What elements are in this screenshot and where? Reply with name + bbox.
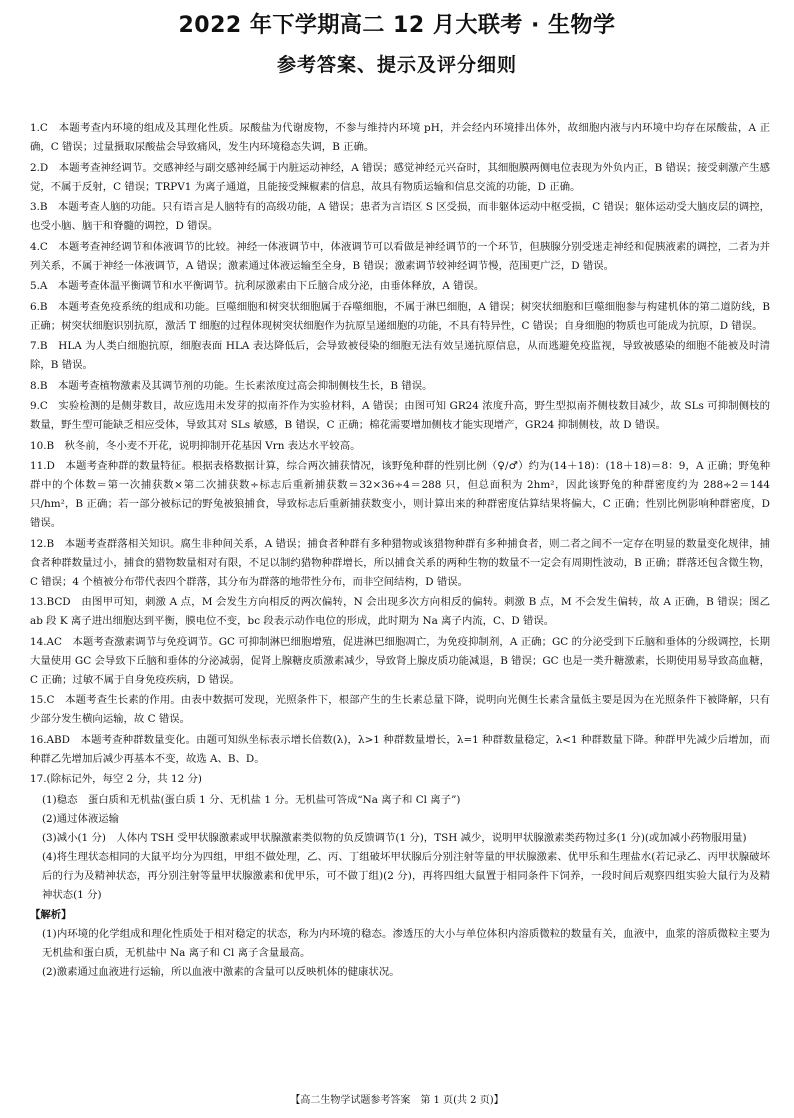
page-subtitle: 参考答案、提示及评分细则 — [276, 54, 517, 76]
answer-10: 10.B 秋冬前，冬小麦不开花，说明抑制开花基因 Vrn 表达水平较高。 — [30, 439, 361, 452]
answer-5: 5.A 本题考查体温平衡调节和水平衡调节。抗利尿激素由下丘脑合成分泌，由垂体释放，A 错误。 — [30, 280, 485, 292]
answer-8: 8.B 本题考查植物激素及其调节剂的功能。生长素浓度过高会抑制侧枝生长，B 错误。 — [30, 379, 433, 392]
answer-14: 14.AC 本题考查激素调节与免疫调节。GC 可抑制淋巴细胞增殖，促进淋巴细胞凋亡，为免疫抑制剂，A 正确；GC 的分泌受到下丘脑和垂体的分级调控，长期大量使用 GC 会导致下丘脑和垂体的分泌减弱，促肾上腺糖皮质激素减少，导致肾上腺皮质功能减退，B 错误；GC 也是一类升糖激素，长期使用易导致高血糖，C 正确；过敏不属于自身免疫疾病，D 错误。 — [30, 635, 770, 686]
answer-1: 1.C 本题考查内环境的组成及其理化性质。尿酸盐为代谢废物，不参与维持内环境 pH，并会经内环境排出体外，故细胞内液与内环境中均存在尿酸盐，A 正确，C 错误；过量摄取尿酸盐会导致痛风，发生内环境稳态失调，B 正确。 — [30, 122, 770, 153]
answer-12: 12.B 本题考查群落相关知识。腐生非种间关系，A 错误；捕食者种群有多种猎物或该猎物种群有多种捕食者，则二者之间不一定存在明显的数量变化规律，捕食者种群数量过小，捕食的猎物数量相对有限，不足以制约猎物种群增长，所以捕食关系的两种生物的数量不一定会有周期性波动，B 正确；群落还包含微生物，C 错误；4 个植被分布带代表四个群落，其分布为群落的地带性分布，而非空间结构，D 错误。 — [30, 537, 770, 588]
answer-6: 6.B 本题考查免疫系统的组成和功能。巨噬细胞和树突状细胞属于吞噬细胞，不属于淋巴细胞，A 错误；树突状细胞和巨噬细胞参与构建机体的第二道防线，B 正确；树突状细胞识别抗原，激活 T 细胞的过程体现树突状细胞作为抗原呈递细胞的功能，不具有特异性，C 错误；自身细胞的物质也可能成为抗原，D 错误。 — [30, 300, 770, 332]
answer-11: 11.D 本题考查种群的数量特征。根据表格数据计算，综合两次捕获情况，该野兔种群的性别比例（♀/♂）约为(14＋18)：(18＋18)＝8：9，A 正确；野兔种群中的个体数＝第一次捕获数×第二次捕获数÷标志后重新捕获数＝32×36÷4＝288 只，但总面积为 2hm²，因此该野兔的种群密度约为 288÷2＝144 只/hm²，B 正确；若一部分被标记的野兔被狼捕食，导致标志后重新捕获数变小，则计算出来的种群密度估算结果将偏大，C 正确；性别比例影响种群密度，D 错误。 — [30, 460, 770, 529]
answer-13: 13.BCD 由图甲可知，刺激 A 点，M 会发生方向相反的两次偏转，N 会出现多次方向相反的偏转。刺激 B 点，M 不会发生偏转，故 A 正确，B 错误；图乙 ab 段 K 离子进出细胞达到平衡，膜电位不变，bc 段表示动作电位的形成，此时期为 Na 离子内流，C、D 错误。 — [30, 596, 770, 627]
answer-15: 15.C 本题考查生长素的作用。由表中数据可发现，光照条件下，根部产生的生长素总量下降，说明向光侧生长素含量低主要是因为在光照条件下被降解，只有少部分发生横向运输，故 C 错误。 — [30, 694, 770, 725]
answer-content — [30, 119, 770, 982]
answer-17-part-2: (2)通过体液运输 — [42, 812, 120, 825]
answer-3: 3.B 本题考查人脑的功能。只有语言是人脑特有的高级功能，A 错误；患者为言语区 S 区受损，而非躯体运动中枢受损，C 错误；躯体运动受大脑皮层的调控，也受小脑、脑干和脊髓的调控，D 错误。 — [30, 201, 770, 232]
answer-17-part-4: (4)将生理状态相同的大鼠平均分为四组，甲组不做处理，乙、丙、丁组破坏甲状腺后分别注射等量的甲状腺激素、优甲乐和生理盐水(若记录乙、丙甲状腺破坏后的行为及精神状态，再分别注射等量甲状腺激素和优甲乐，可不做丁组)(2 分)，再将四组大鼠置于相同条件下饲养，一段时间后观察四组实验大鼠行为及精神状态(1 分) — [42, 850, 770, 901]
analysis-label: 【解析】 — [30, 908, 72, 921]
answer-16: 16.ABD 本题考查种群数量变化。由题可知纵坐标表示增长倍数(λ)，λ>1 种群数量增长，λ=1 种群数量稳定，λ<1 种群数量下降。种群甲先减少后增加，而种群乙先增加后减少再基本不变，故选 A、B、D。 — [30, 733, 770, 765]
answer-7: 7.B HLA 为人类白细胞抗原，细胞表面 HLA 表达降低后，会导致被侵染的细胞无法有效呈递抗原信息，从而逃避免疫监视，导致被感染的细胞不能被及时清除，B 错误。 — [30, 340, 770, 371]
answer-4: 4.C 本题考查神经调节和体液调节的比较。神经一体液调节中，体液调节可以看做是神经调节的一个环节，但胰腺分别受迷走神经和促胰液素的调控，二者为并列关系，不属于神经一体液调节，A 错误；激素通过体液运输至全身，B 错误；激素调节较神经调节慢，范围更广泛，D 错误。 — [30, 240, 770, 272]
answer-17-part-3: (3)减小(1 分) 人体内 TSH 受甲状腺激素或甲状腺激素类似物的负反馈调节(1 分)，TSH 减少，说明甲状腺激素类药物过多(1 分)(或加减小药物服用量) — [42, 831, 747, 844]
answer-17-part-1: (1)稳态 蛋白质和无机盐(蛋白质 1 分、无机盐 1 分。无机盐可答成“Na 离子和 Cl 离子”) — [42, 793, 461, 806]
page-footer: 【高二生物学试题参考答案 第 1 页(共 2 页)】 — [290, 1095, 504, 1106]
answer-17-head: 17.(除标记外，每空 2 分，共 12 分) — [30, 773, 202, 785]
page-title: 2022 年下学期高二 12 月大联考 · 生物学 — [178, 13, 616, 38]
analysis-1: (1)内环境的化学组成和理化性质处于相对稳定的状态，称为内环境的稳态。渗透压的大小与单位体积内溶质微粒的数量有关，血液中，血浆的溶质微粒主要为无机盐和蛋白质，无机盐中 Na 离子和 Cl 离子含量最高。 — [42, 927, 770, 959]
answer-9: 9.C 实验检测的是侧芽数目，故应选用未发芽的拟南芥作为实验材料，A 错误；由图可知 GR24 浓度升高，野生型拟南芥侧枝数目减少，故 SLs 可抑制侧枝的数量，野生型可能缺乏相应受体，导致其对 SLs 敏感，B 错误，C 正确；棉花需要增加侧枝才能实现增产，GR24 抑制侧枝，故 D 错误。 — [30, 400, 770, 431]
analysis-2: (2)激素通过血液进行运输，所以血液中激素的含量可以反映机体的健康状况。 — [42, 965, 400, 978]
answer-2: 2.D 本题考查神经调节。交感神经与副交感神经属于内脏运动神经，A 错误；感觉神经元兴奋时，其细胞膜两侧电位表现为外负内正，B 错误；接受刺激产生感觉，不属于反射，C 错误；TRPV1 为离子通道，且能接受辣椒素的信息，故具有物质运输和信息交流的功能，D 正确。 — [30, 161, 770, 193]
